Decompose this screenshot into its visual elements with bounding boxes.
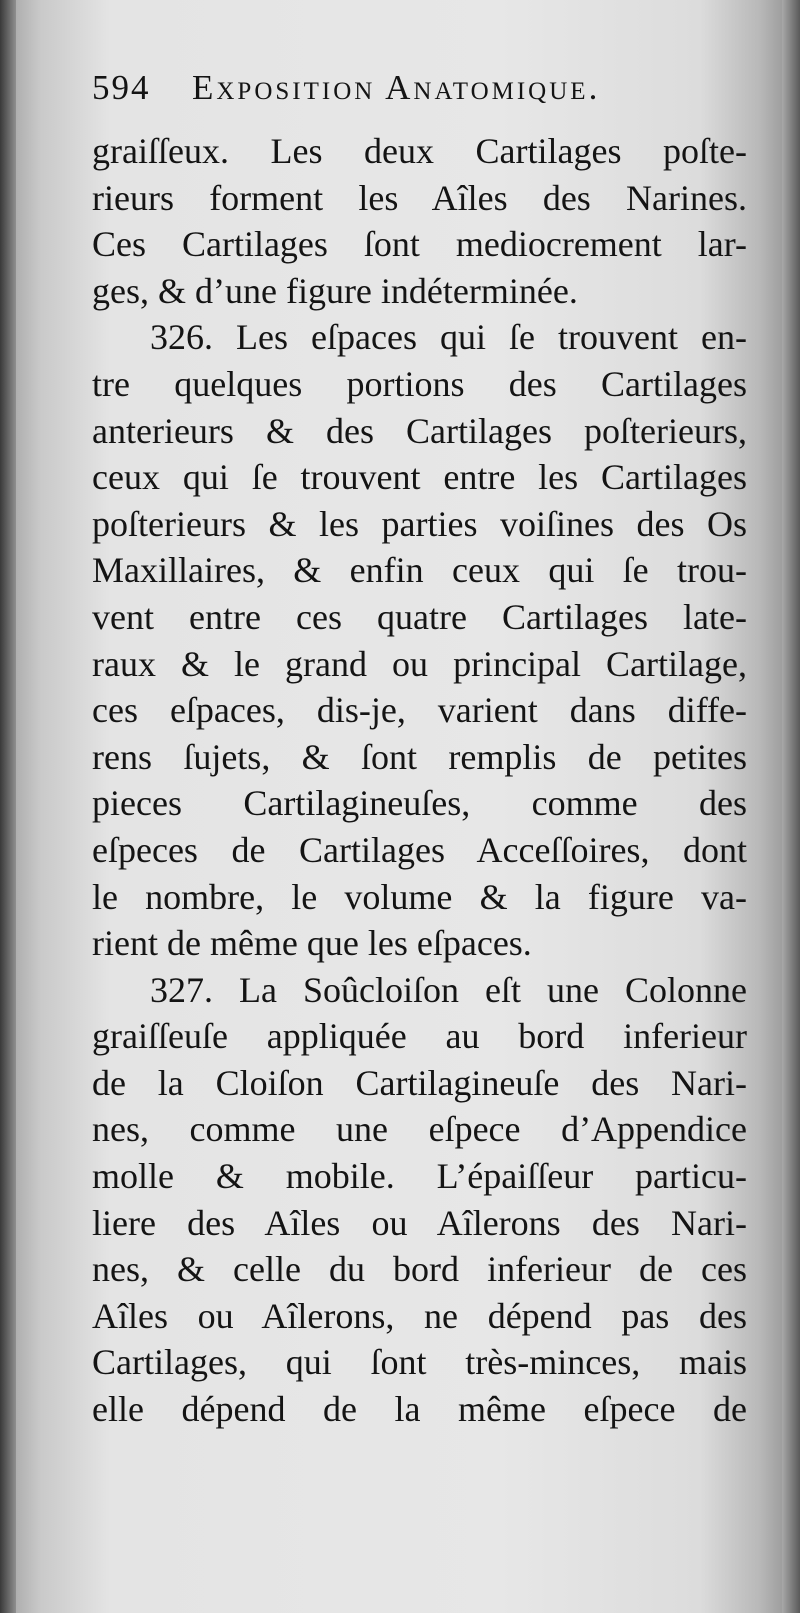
running-header	[92, 68, 762, 120]
text-line: graiſſeuſe appliquée au bord inferieur	[92, 1016, 747, 1057]
paragraph-326-start: 326. Les eſpaces qui ſe trouvent en-	[150, 317, 747, 358]
text-line: raux & le grand ou principal Cartilage,	[92, 643, 747, 684]
text-line: eſpeces de Cartilages Acceſſoires, dont	[92, 829, 747, 870]
text-line: elle dépend de la même eſpece de	[92, 1389, 747, 1430]
text-line: nes, comme une eſpece d’Appendice	[92, 1109, 747, 1150]
text-line: anterieurs & des Cartilages poſterieurs,	[92, 410, 747, 451]
text-line: ces eſpaces, dis-je, varient dans diffe-	[92, 690, 747, 731]
running-title: Exposition Anatomique.	[192, 68, 601, 107]
text-line: tre quelques portions des Cartilages	[92, 363, 747, 404]
text-line: de la Cloiſon Cartilagineuſe des Nari-	[92, 1062, 747, 1103]
text-line: rient de même que les eſpaces.	[92, 923, 532, 964]
page-edge-shadow	[782, 0, 800, 1613]
text-line: ges, & d’une figure indéterminée.	[92, 270, 578, 311]
text-line: Maxillaires, & enfin ceux qui ſe trou-	[92, 550, 747, 591]
text-line: nes, & celle du bord inferieur de ces	[92, 1249, 747, 1290]
text-line: rens ſujets, & ſont remplis de petites	[92, 736, 747, 777]
text-line: graiſſeux. Les deux Cartilages poſte-	[92, 131, 747, 171]
text-line: Aîles ou Aîlerons, ne dépend pas des	[92, 1295, 747, 1336]
text-line: vent entre ces quatre Cartilages late-	[92, 596, 747, 637]
text-line: Ces Cartilages ſont mediocrement lar-	[92, 224, 747, 265]
text-line: molle & mobile. L’épaiſſeur particu-	[92, 1156, 747, 1197]
body-text	[92, 128, 747, 1433]
paragraph-327-start: 327. La Soûcloiſon eſt une Colonne	[150, 969, 747, 1010]
page-gutter-shadow	[0, 0, 16, 1613]
text-line: liere des Aîles ou Aîlerons des Nari-	[92, 1202, 747, 1243]
text-line: ceux qui ſe trouvent entre les Cartilages	[92, 457, 747, 498]
text-line: poſterieurs & les parties voiſines des Os	[92, 503, 747, 544]
page-number: 594	[92, 68, 151, 107]
text-line: Cartilages, qui ſont très-minces, mais	[92, 1342, 747, 1383]
text-line: pieces Cartilagineuſes, comme des	[92, 783, 747, 824]
text-line: rieurs forment les Aîles des Narines.	[92, 177, 747, 218]
text-line: le nombre, le volume & la figure va-	[92, 876, 747, 917]
